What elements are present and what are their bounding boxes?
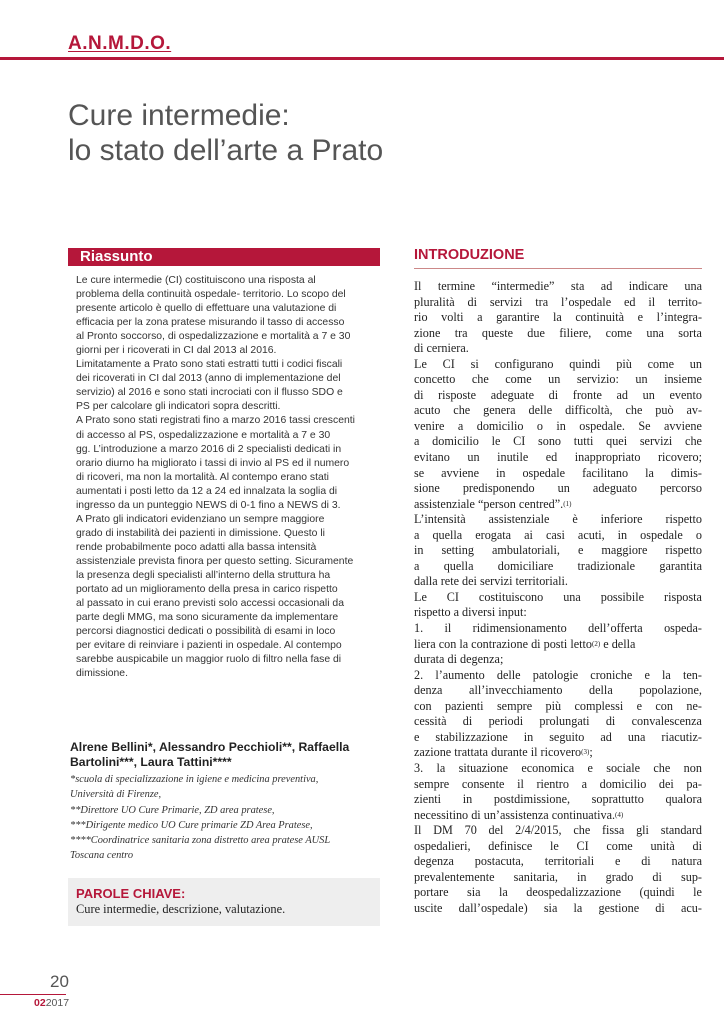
body-line: venire a domicilio o in ospedale. Se avviene — [414, 418, 702, 433]
body-line: uscite dall’ospedale) sia la gestione di acu- — [414, 900, 702, 915]
body-line: di cerniera. — [414, 341, 469, 356]
body-line: cessità di periodi prolungati di convalescenza — [414, 714, 702, 729]
body-line: 3. la situazione economica e sociale che non — [414, 760, 702, 775]
abstract-line: sarebbe auspicabile un maggior ruolo di filtro nella fase di — [76, 654, 342, 666]
keywords-box — [68, 878, 380, 926]
abstract-line: gg. L’introduzione a marzo 2016 di 2 specialisti dedicati in — [76, 443, 342, 455]
journal-name: A.N.M.D.O. — [68, 33, 172, 54]
citation-ref: (4) — [615, 810, 624, 819]
body-line-text: liera con la contrazione di posti letto — [414, 636, 593, 651]
body-line: Il DM 70 del 2/4/2015, che fissa gli standard — [414, 823, 702, 838]
abstract-line: al passato in cui erano previsti solo accessi occasionali da — [76, 598, 344, 610]
right-column — [414, 246, 702, 915]
affiliation-line: **Direttore UO Cure Primarie, ZD area pratese, — [70, 804, 275, 816]
body-line: degenza postacuta, territoriali e di natura — [414, 854, 702, 869]
abstract-line: A Prato gli indicatori evidenziano un sempre maggiore — [76, 513, 325, 525]
body-line: a domicilio le CI sono tutti quei servizi che — [414, 434, 702, 449]
body-line — [414, 808, 702, 824]
affiliation-line: ***Dirigente medico UO Cure primarie ZD Area Pratese, — [70, 819, 313, 831]
footer-rule — [0, 994, 66, 995]
abstract-line: orario diurno ha migliorato i tassi di invio al PS ed il numero — [76, 457, 350, 469]
authors-line-1: Alrene Bellini*, Alessandro Pecchioli**, Raffaella — [70, 740, 350, 754]
body-line-text: necessitino di un’assistenza continuativa. — [414, 807, 616, 822]
body-line: Le CI costituiscono una possibile risposta — [414, 589, 702, 604]
left-column — [68, 248, 380, 680]
body-line: evitano un inutile ed inappropriato ricovero; — [414, 450, 702, 465]
keywords-text: Cure intermedie, descrizione, valutazione. — [76, 902, 286, 916]
citation-ref: (1) — [563, 499, 572, 508]
affiliation-line: *scuola di specializzazione in igiene e medicina preventiva, — [70, 774, 319, 785]
abstract-line: la presenza degli specialisti all’interno della struttura ha — [76, 569, 331, 581]
abstract-line: percorsi diagnostici dedicati o possibilità di esami in loco — [76, 626, 336, 638]
body-line: acuto che genera delle difficoltà, che può av- — [414, 403, 702, 418]
body-line: sione predisponendo un adeguato percorso — [414, 481, 702, 496]
affiliation-line: Toscana centro — [70, 850, 134, 862]
abstract-line: ingresso da un punteggio NEWS di 0-1 fino a NEWS di 3. — [76, 499, 341, 511]
abstract-line: al Pronto soccorso, di ospedalizzazione e mortalità a 7 e 30 — [76, 331, 351, 343]
header — [0, 0, 724, 62]
abstract-line: parte degli MMG, ma sono sicuramente da implementare — [76, 612, 339, 624]
body-line: denza all’invecchiamento della popolazione, — [414, 683, 702, 698]
affiliation-line: ****Coordinatrice sanitaria zona distretto area pratese AUSL — [70, 835, 331, 847]
body-line-text: zazione trattata durante il ricovero — [414, 745, 582, 760]
body-line: zione tra queste due filiere, come una sorta — [414, 325, 702, 340]
article-title — [68, 98, 628, 168]
title-line-1: Cure intermedie: — [68, 99, 290, 132]
body-line: rio volti a garantire la continuità e l’integra- — [414, 310, 702, 325]
body-line: 2. l’aumento delle patologie croniche e la ten- — [414, 667, 702, 682]
affiliation-line: Università di Firenze, — [70, 789, 162, 801]
body-line: Il termine “intermedie” sta ad indicare una — [414, 279, 702, 293]
abstract-line: di ricoveri, ma non la mortalità. Al contempo erano stati — [76, 471, 329, 483]
abstract-header — [68, 248, 380, 266]
body-line: pluralità di servizi tra l’ospedale ed il territo- — [414, 294, 702, 309]
introduction-rule — [414, 268, 702, 269]
body-line: ospedalieri, definisce le CI come unità di — [414, 838, 702, 853]
body-line: portare sia la deospedalizzazione (quindi le — [414, 885, 702, 900]
body-line: rispetto a diversi input: — [414, 605, 527, 620]
body-line: durata di degenza; — [414, 652, 504, 667]
body-line: in setting ambulatoriali, e maggiore rispetto — [414, 543, 702, 558]
keywords-label: PAROLE CHIAVE: — [76, 886, 186, 901]
abstract-line: giorni per i ricoverati in CI dal 2013 al 2016. — [76, 345, 277, 357]
body-line: zienti in postdimissione, soprattutto qualora — [414, 792, 702, 807]
body-line — [414, 745, 702, 761]
abstract-line: A Prato sono stati registrati fino a marzo 2016 tassi crescenti — [76, 415, 355, 427]
header-rule — [0, 57, 724, 60]
introduction-text — [414, 279, 702, 916]
abstract-line: aumentati i posti letto da 12 a 24 ed innalzata la soglia di — [76, 485, 338, 497]
abstract-line: rende probabilmente poco adatti alla bassa intensità — [76, 541, 317, 553]
abstract-line: presente articolo è quello di effettuare una valutazione di — [76, 303, 337, 315]
abstract-line: dimissione. — [76, 668, 128, 680]
body-line: prevalentemente sanitaria, in grado di sup- — [414, 869, 702, 884]
body-line: Le CI si configurano quindi più come un — [414, 356, 702, 371]
affiliations — [70, 772, 390, 864]
issue-number: 02 — [34, 997, 46, 1009]
body-line-tail: ; — [589, 745, 593, 760]
abstract-line: assistenziale prevista finora per questo setting. Sicuramente — [76, 555, 354, 567]
body-line: 1. il ridimensionamento dell’offerta ospeda- — [414, 621, 702, 636]
abstract-label: Riassunto — [80, 248, 153, 265]
abstract-line: di accesso al PS, ospedalizzazione e mortalità a 7 e 30 — [76, 429, 331, 441]
body-line: con pazienti sempre più complessi e con ne- — [414, 698, 702, 713]
body-line: concetto che come un servizio: un insieme — [414, 372, 702, 387]
issue-year: 2017 — [45, 997, 70, 1009]
abstract-line: efficacia per la zona pratese misurando il tasso di accesso — [76, 317, 345, 329]
title-line-2: lo stato dell’arte a Prato — [68, 134, 384, 167]
abstract-line: Limitatamente a Prato sono stati estratti tutti i codici fiscali — [76, 359, 343, 371]
authors — [70, 740, 390, 770]
body-line: sempre consente il rientro a domicilio dei pa- — [414, 776, 702, 791]
citation-ref: (2) — [592, 639, 601, 648]
citation-ref: (3) — [581, 748, 590, 757]
body-line: se avviene in ospedale facilitano la dimis- — [414, 465, 702, 480]
body-line: a quella erogata ai casi acuti, in ospedale o — [414, 527, 702, 542]
body-line: a quella domiciliare tradizionale garantita — [414, 558, 702, 573]
body-line-text: assistenziale “person centred”. — [414, 496, 564, 511]
abstract-line: PS per calcolare gli indicatori sopra descritti. — [76, 401, 281, 413]
body-line-tail: e della — [600, 636, 636, 651]
issue-label — [34, 997, 69, 1009]
body-line: di risposte adeguate di fronte ad un evento — [414, 387, 702, 402]
page-number: 20 — [50, 972, 69, 991]
abstract-text — [76, 274, 376, 681]
abstract-line: problema della continuità ospedale- territorio. Lo scopo del — [76, 289, 346, 301]
body-line: e stabilizzazione in seguito ad una riacutiz- — [414, 729, 702, 744]
abstract-line: per evitare di reinviare i pazienti in ospedale. Al contempo — [76, 640, 342, 652]
body-line: L’intensità assistenziale è inferiore rispetto — [414, 512, 702, 527]
abstract-line: portato ad un miglioramento della presa in carico rispetto — [76, 584, 338, 596]
introduction-heading: INTRODUZIONE — [414, 247, 525, 263]
abstract-line: servizio) al 2016 e sono stati incrociati con il flusso SDO e — [76, 387, 343, 399]
body-line — [414, 637, 702, 653]
authors-line-2: Bartolini***, Laura Tattini**** — [70, 755, 232, 769]
abstract-line: grado di instabilità dei pazienti in dimissione. Questo li — [76, 527, 325, 539]
abstract-line: Le cure intermedie (CI) costituiscono una risposta al — [76, 275, 316, 286]
abstract-line: dei ricoverati in CI dal 2013 (anno di implementazione del — [76, 373, 341, 385]
body-line — [414, 497, 702, 513]
body-line: dalla rete dei servizi territoriali. — [414, 574, 568, 589]
